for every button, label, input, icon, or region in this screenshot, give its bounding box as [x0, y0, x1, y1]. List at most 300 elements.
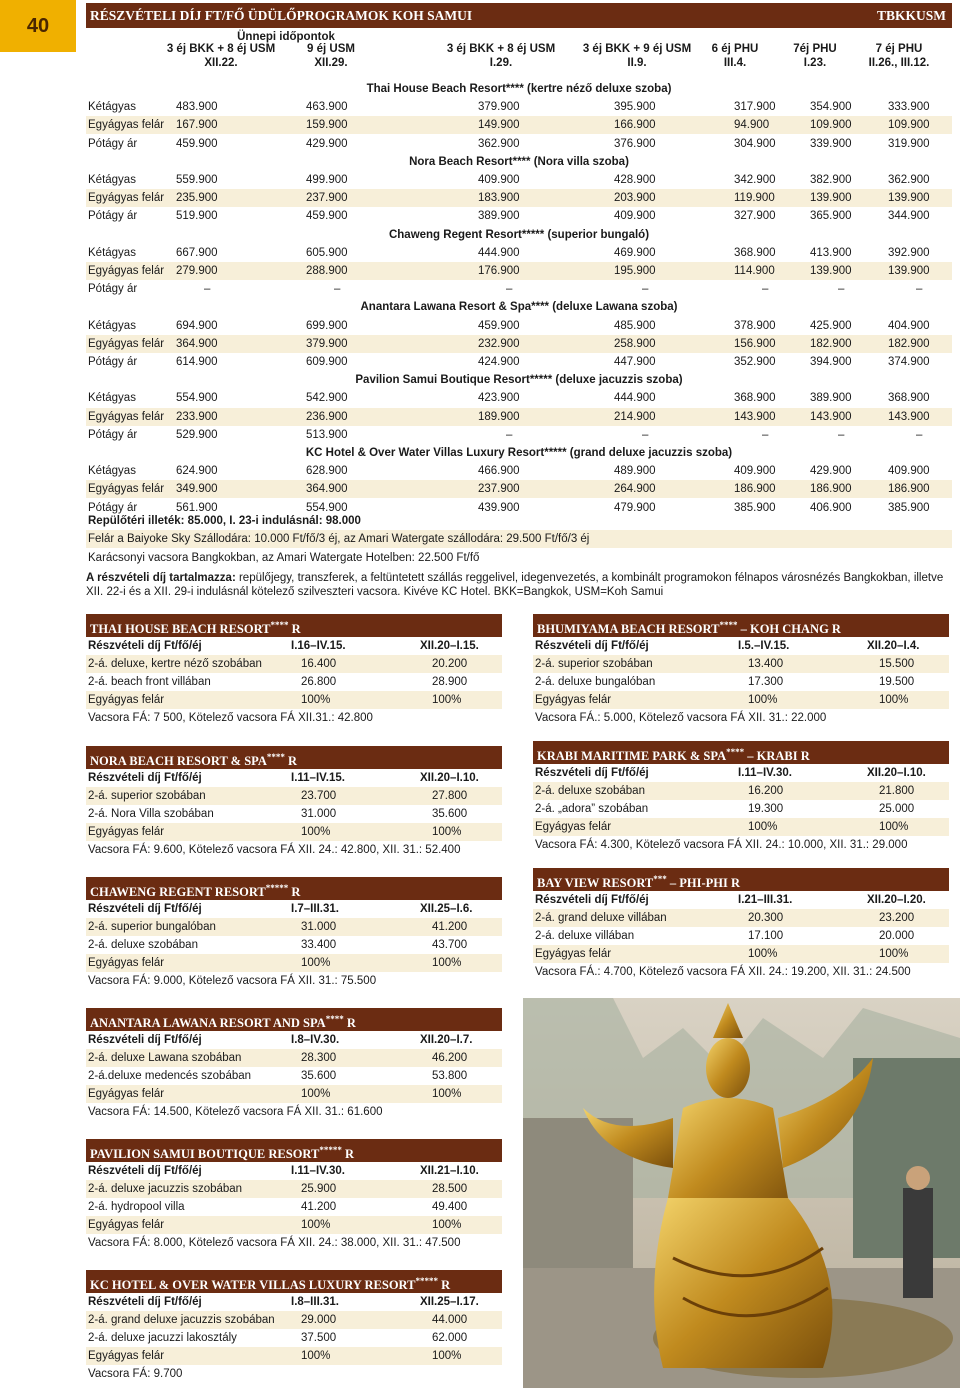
hotel-box [86, 614, 502, 727]
col-3-head: 3 éj BKK + 8 éj USM [446, 43, 556, 55]
hotel-box-footer [86, 841, 502, 859]
price-season-1: 100% [301, 1350, 331, 1362]
price-cell: 203.900 [614, 192, 656, 205]
hotel-box-title [86, 746, 502, 769]
head-label: Részvételi díj Ft/fő/éj [535, 767, 649, 779]
price-cell: 368.900 [734, 392, 776, 405]
price-cell: 559.900 [176, 174, 218, 186]
note-xmas: Karácsonyi vacsora Bangkokban, az Amari Watergate Hotelben: 22.500 Ft/fő [88, 552, 480, 564]
hotel-box-footer [86, 1365, 502, 1383]
table-row [86, 135, 952, 153]
room-type: Egyágyas felár [88, 1088, 165, 1100]
price-cell: 166.900 [614, 119, 656, 132]
hotel-box [86, 1139, 502, 1252]
hotel-box-head [533, 764, 949, 782]
hotel-suffix: – KRABI R [744, 749, 810, 764]
price-cell: 382.900 [810, 174, 852, 186]
head-label: Részvételi díj Ft/fő/éj [88, 1296, 202, 1308]
hotel-stars: **** [266, 752, 285, 762]
hotel-price-row [533, 655, 949, 673]
price-cell: 519.900 [176, 210, 218, 223]
price-cell: 379.900 [306, 337, 348, 350]
price-cell: 114.900 [734, 265, 775, 277]
price-cell: 368.900 [734, 246, 776, 259]
hotel-price-row [86, 1347, 502, 1365]
dinner-note: Vacsora FÁ: 7 500, Kötelező vacsora FÁ XII.31.: 42.800 [88, 712, 373, 724]
row-label: Pótágy ár [88, 501, 138, 514]
hotel-name: THAI HOUSE BEACH RESORT [90, 622, 271, 637]
price-cell: 378.900 [734, 319, 776, 332]
price-cell: 264.900 [614, 483, 656, 496]
included-note: A részvételi díj tartalmazza: repülőjegy, transzferek, a feltüntetett szállás reggelivel, idegenvezetés, a kombinált programokon félnapos városnézés Bangkokban, illetve XII. 22-i és a XII. 29-i indulásnál kötelező szilveszteri vacsora. Kivéve KC Hotel. BKK=Bangkok, USM=Koh Samui [86, 572, 944, 598]
hotel-suffix: R [437, 1278, 451, 1293]
temple-statue-image [523, 998, 960, 1388]
hotel-price-row [533, 909, 949, 927]
room-type: 2-á. superior szobában [535, 658, 653, 670]
section-header [86, 226, 952, 244]
row-label: Kétágyas [88, 246, 136, 259]
price-cell: – [642, 428, 649, 441]
price-season-2: 19.500 [879, 676, 915, 688]
price-cell: 447.900 [614, 356, 656, 368]
hotel-price-row [86, 691, 502, 709]
price-cell: 489.900 [614, 465, 656, 478]
season-2: XII.20–I.20. [867, 894, 926, 906]
price-season-2: 15.500 [879, 658, 915, 670]
hotel-name: ANANTARA LAWANA RESORT AND SPA [90, 1016, 326, 1031]
price-cell: 605.900 [306, 246, 348, 259]
price-cell: 186.900 [888, 483, 930, 496]
price-season-1: 100% [748, 948, 778, 960]
col-6-head: 7éj PHU [793, 43, 837, 55]
row-label: Pótágy ár [88, 210, 138, 223]
table-row [86, 480, 952, 498]
hotel-price-row [86, 1311, 502, 1329]
price-cell: 389.900 [810, 392, 852, 405]
price-cell: 479.900 [614, 501, 656, 514]
price-cell: 167.900 [176, 119, 218, 132]
price-cell: 182.900 [810, 337, 852, 350]
hotel-name: KRABI MARITIME PARK & SPA [537, 749, 727, 764]
hotel-price-row [86, 805, 502, 823]
price-cell: 394.900 [810, 356, 852, 368]
season-1: I.8–IV.30. [291, 1034, 340, 1046]
section-title: Chaweng Regent Resort***** (superior bungaló) [388, 228, 650, 241]
price-season-1: 26.800 [301, 676, 337, 688]
col-2-date: XII.29. [314, 57, 348, 69]
price-cell: 404.900 [888, 319, 930, 332]
price-season-1: 37.500 [301, 1332, 337, 1344]
room-type: 2-á. deluxe jacuzzis szobában [88, 1183, 243, 1195]
hotel-price-row [86, 655, 502, 673]
price-season-2: 43.700 [432, 939, 468, 951]
row-label: Pótágy ár [88, 428, 138, 441]
row-label: Pótágy ár [88, 356, 138, 368]
note-airport: Repülőtéri illeték: 85.000, I. 23-i indulásnál: 98.000 [88, 515, 361, 527]
price-cell: 143.900 [888, 410, 930, 423]
season-1: I.21–III.31. [738, 894, 793, 906]
price-cell: 459.900 [306, 210, 348, 223]
price-cell: 529.900 [176, 428, 218, 441]
price-cell: 143.900 [810, 410, 852, 423]
room-type: 2-á. deluxe jacuzzi lakosztály [88, 1332, 237, 1344]
price-cell: 236.900 [306, 410, 348, 423]
hotel-suffix: – PHI-PHI R [666, 876, 741, 891]
price-cell: – [916, 283, 923, 296]
price-cell: 379.900 [478, 101, 520, 114]
hotel-box-head [86, 1162, 502, 1180]
price-cell: 342.900 [734, 174, 776, 186]
price-cell: 628.900 [306, 465, 348, 478]
price-cell: 258.900 [614, 337, 656, 350]
section-title: Anantara Lawana Resort & Spa**** (deluxe Lawana szoba) [360, 301, 678, 314]
room-type: Egyágyas felár [88, 826, 165, 838]
price-cell: 395.900 [614, 101, 656, 114]
room-type: 2-á. „adora” szobában [535, 803, 649, 815]
hotel-price-row [533, 818, 949, 836]
table-row [86, 207, 952, 225]
col-6-date: I.23. [803, 57, 827, 69]
price-season-1: 41.200 [301, 1201, 337, 1213]
section-title: Thai House Beach Resort**** (kertre néző deluxe szoba) [366, 83, 672, 95]
table-row [86, 116, 952, 134]
room-type: 2-á. deluxe, kertre néző szobában [88, 658, 262, 670]
hotel-box-head [86, 637, 502, 655]
dinner-note: Vacsora FÁ.: 5.000, Kötelező vacsora FÁ XII. 31.: 22.000 [535, 712, 827, 724]
hotel-box-footer [533, 709, 949, 727]
table-row [86, 462, 952, 480]
price-cell: 513.900 [306, 428, 348, 441]
price-cell: 139.900 [810, 192, 852, 205]
room-type: 2-á.deluxe medencés szobában [88, 1070, 252, 1082]
room-type: 2-á. Nora Villa szobában [88, 808, 214, 820]
price-cell: 444.900 [478, 246, 520, 259]
price-cell: 466.900 [478, 465, 520, 478]
room-type: 2-á. superior bungalóban [88, 921, 216, 933]
col-4-date: II.9. [627, 57, 647, 69]
hotel-price-row [86, 1198, 502, 1216]
section-header [86, 80, 952, 98]
price-cell: 424.900 [478, 356, 520, 368]
hotel-box [86, 1270, 502, 1383]
col-5-head: 6 éj PHU [711, 43, 759, 55]
price-cell: – [642, 283, 649, 296]
hotel-name: CHAWENG REGENT RESORT [90, 885, 266, 900]
price-season-1: 100% [301, 694, 331, 706]
head-label: Részvételi díj Ft/fő/éj [535, 894, 649, 906]
room-type: Egyágyas felár [88, 1350, 165, 1362]
price-cell: 667.900 [176, 246, 218, 259]
row-label: Egyágyas felár [88, 119, 165, 132]
head-label: Részvételi díj Ft/fő/éj [88, 640, 202, 652]
price-season-1: 16.400 [301, 658, 337, 670]
price-season-1: 17.100 [748, 930, 784, 942]
price-cell: 159.900 [306, 119, 348, 132]
hotel-price-row [86, 1067, 502, 1085]
price-season-1: 35.600 [301, 1070, 337, 1082]
section-header [86, 371, 952, 389]
holidays-label: Ünnepi időpontok [237, 31, 335, 43]
price-cell: 406.900 [810, 501, 852, 514]
price-cell: 279.900 [176, 265, 218, 277]
dinner-note: Vacsora FÁ: 9.600, Kötelező vacsora FÁ XII. 24.: 42.800, XII. 31.: 52.400 [88, 844, 461, 856]
hotel-box-footer [86, 972, 502, 990]
price-season-2: 28.900 [432, 676, 468, 688]
price-cell: 463.900 [306, 101, 348, 114]
price-season-2: 20.000 [879, 930, 915, 942]
price-season-2: 28.500 [432, 1183, 468, 1195]
head-label: Részvételi díj Ft/fő/éj [535, 640, 649, 652]
price-cell: 339.900 [810, 137, 852, 150]
section-title: Nora Beach Resort**** (Nora villa szoba) [409, 155, 629, 168]
price-season-1: 100% [301, 826, 331, 838]
hotel-box-head [86, 769, 502, 787]
hotel-box [86, 877, 502, 990]
price-cell: 94.900 [734, 119, 770, 132]
hotel-box-head [86, 1293, 502, 1311]
title-text: RÉSZVÉTELI DÍJ FT/FŐ ÜDÜLŐPROGRAMOK KOH SAMUI [90, 7, 473, 23]
season-1: I.11–IV.30. [291, 1165, 345, 1177]
section-header [86, 153, 952, 171]
price-cell: 385.900 [734, 501, 776, 514]
price-cell: 233.900 [176, 410, 218, 423]
row-label: Egyágyas felár [88, 483, 165, 496]
price-cell: 409.900 [888, 465, 930, 478]
hotel-box [86, 1008, 502, 1121]
hotel-stars: **** [726, 747, 745, 757]
table-row [86, 189, 952, 207]
price-cell: 469.900 [614, 246, 656, 259]
price-cell: 214.900 [614, 410, 656, 423]
hotel-stars: *** [653, 874, 667, 884]
hotel-price-row [533, 673, 949, 691]
price-season-2: 100% [879, 694, 909, 706]
hotel-price-row [533, 927, 949, 945]
dinner-note: Vacsora FÁ: 4.300, Kötelező vacsora FÁ XII. 24.: 10.000, XII. 31.: 29.000 [535, 839, 908, 851]
price-cell: 349.900 [176, 483, 218, 496]
price-cell: 425.900 [810, 319, 852, 332]
price-cell: – [506, 428, 513, 441]
price-cell: – [838, 283, 845, 296]
hotel-price-row [86, 1216, 502, 1234]
price-season-1: 100% [748, 694, 778, 706]
row-label: Kétágyas [88, 465, 136, 478]
table-row [86, 262, 952, 280]
price-cell: 237.900 [478, 483, 520, 496]
hotel-name: NORA BEACH RESORT & SPA [90, 754, 267, 769]
hotel-stars: **** [325, 1014, 344, 1024]
season-2: XII.20–I.4. [867, 640, 920, 652]
room-type: Egyágyas felár [88, 694, 165, 706]
price-cell: 183.900 [478, 192, 520, 205]
price-cell: – [916, 428, 923, 441]
head-label: Részvételi díj Ft/fő/éj [88, 903, 202, 915]
room-type: 2-á. grand deluxe jacuzzis szobában [88, 1314, 275, 1326]
row-label: Kétágyas [88, 101, 136, 114]
price-season-2: 44.000 [432, 1314, 468, 1326]
price-cell: 365.900 [810, 210, 852, 223]
hotel-box-footer [533, 963, 949, 981]
price-cell: 429.900 [306, 137, 348, 150]
price-cell: 499.900 [306, 174, 348, 186]
hotel-box-title [86, 1008, 502, 1031]
room-type: Egyágyas felár [88, 1219, 165, 1231]
season-1: I.16–IV.15. [291, 640, 346, 652]
price-season-2: 100% [879, 948, 909, 960]
hotel-box-title [86, 1270, 502, 1293]
price-season-2: 62.000 [432, 1332, 468, 1344]
price-cell: 485.900 [614, 319, 656, 332]
price-season-2: 41.200 [432, 921, 468, 933]
room-type: 2-á. superior szobában [88, 790, 206, 802]
hotel-box [533, 614, 949, 727]
price-season-2: 100% [879, 821, 909, 833]
col-3-date: I.29. [489, 57, 513, 69]
price-cell: 304.900 [734, 137, 776, 150]
price-cell: 327.900 [734, 210, 776, 223]
price-season-2: 46.200 [432, 1052, 468, 1064]
price-cell: 143.900 [734, 410, 776, 423]
hotel-box-title [533, 868, 949, 891]
hotel-box-footer [86, 709, 502, 727]
page-number: 40 [0, 0, 76, 52]
price-season-2: 100% [432, 826, 462, 838]
hotel-box [533, 868, 949, 981]
table-header [86, 30, 952, 78]
hotel-name: PAVILION SAMUI BOUTIQUE RESORT [90, 1147, 320, 1162]
price-season-2: 23.200 [879, 912, 915, 924]
room-type: 2-á. hydropool villa [88, 1201, 185, 1213]
price-cell: 429.900 [810, 465, 852, 478]
season-2: XII.20–I.10. [420, 772, 479, 784]
season-2: XII.21–I.10. [420, 1165, 479, 1177]
price-cell: 235.900 [176, 192, 218, 205]
hotel-price-row [86, 787, 502, 805]
price-season-2: 100% [432, 694, 462, 706]
room-type: 2-á. deluxe villában [535, 930, 635, 942]
price-cell: 319.900 [888, 137, 930, 150]
season-2: XII.20–I.7. [420, 1034, 473, 1046]
price-season-1: 100% [748, 821, 778, 833]
price-season-2: 100% [432, 1350, 462, 1362]
hotel-price-row [86, 823, 502, 841]
dinner-note: Vacsora FÁ: 14.500, Kötelező vacsora FÁ XII. 31.: 61.600 [88, 1106, 383, 1118]
price-cell: 609.900 [306, 356, 348, 368]
price-cell: 362.900 [478, 137, 520, 150]
price-cell: 149.900 [478, 119, 520, 132]
price-cell: 237.900 [306, 192, 348, 205]
price-season-1: 17.300 [748, 676, 784, 688]
price-cell: 444.900 [614, 392, 656, 405]
hotel-box-head [533, 637, 949, 655]
price-season-1: 25.900 [301, 1183, 337, 1195]
table-row [86, 426, 952, 444]
price-season-1: 29.000 [301, 1314, 337, 1326]
price-cell: 542.900 [306, 392, 348, 405]
price-season-2: 35.600 [432, 808, 468, 820]
price-cell: 139.900 [888, 192, 930, 205]
room-type: 2-á. grand deluxe villában [535, 912, 667, 924]
price-season-1: 100% [301, 1088, 331, 1100]
price-season-2: 100% [432, 1219, 462, 1231]
hotel-box-footer [533, 836, 949, 854]
price-cell: 459.900 [478, 319, 520, 332]
price-season-1: 31.000 [301, 921, 337, 933]
price-cell: 554.900 [176, 392, 218, 405]
section-header [86, 444, 952, 462]
hotel-price-row [533, 691, 949, 709]
price-cell: 409.900 [734, 465, 776, 478]
price-cell: 352.900 [734, 356, 776, 368]
table-row [86, 244, 952, 262]
hotel-price-row [86, 1085, 502, 1103]
hotel-stars: ***** [319, 1145, 342, 1155]
price-cell: 109.900 [810, 119, 852, 132]
section-title: Pavilion Samui Boutique Resort***** (deluxe jacuzzis szoba) [355, 374, 683, 387]
dinner-note: Vacsora FÁ.: 4.700, Kötelező vacsora FÁ XII. 24.: 19.200, XII. 31.: 24.500 [535, 966, 911, 978]
room-type: 2-á. deluxe bungalóban [535, 676, 656, 688]
room-type: 2-á. deluxe szobában [535, 785, 645, 797]
hotel-suffix: R [284, 754, 298, 769]
price-cell: 333.900 [888, 101, 930, 114]
price-cell: 389.900 [478, 210, 520, 223]
price-cell: 413.900 [810, 246, 852, 259]
hotel-suffix: – KOH CHANG R [737, 622, 841, 637]
dinner-note: Vacsora FÁ: 8.000, Kötelező vacsora FÁ XII. 24.: 38.000, XII. 31.: 47.500 [88, 1237, 461, 1249]
price-cell: 139.900 [888, 265, 930, 277]
hotel-price-row [86, 1329, 502, 1347]
row-label: Pótágy ár [88, 137, 138, 150]
price-cell: 699.900 [306, 319, 348, 332]
price-cell: – [762, 428, 769, 441]
room-type: 2-á. deluxe Lawana szobában [88, 1052, 242, 1064]
hotel-box-title [533, 741, 949, 764]
main-table-title [86, 3, 952, 28]
section-title: KC Hotel & Over Water Villas Luxury Resort***** (grand deluxe jacuzzis szoba) [305, 447, 733, 459]
row-label: Egyágyas felár [88, 192, 165, 205]
price-cell: – [762, 283, 769, 296]
table-row [86, 353, 952, 371]
price-cell: 368.900 [888, 392, 930, 405]
table-row [86, 408, 952, 426]
price-season-2: 49.400 [432, 1201, 468, 1213]
table-row [86, 335, 952, 353]
price-season-1: 13.400 [748, 658, 784, 670]
price-cell: 232.900 [478, 337, 520, 350]
price-season-2: 21.800 [879, 785, 915, 797]
hotel-price-row [86, 918, 502, 936]
price-cell: 288.900 [306, 265, 348, 277]
temple-statue-photo [523, 998, 960, 1388]
table-row [86, 98, 952, 116]
hotel-box-title [86, 614, 502, 637]
room-type: 2-á. deluxe szobában [88, 939, 198, 951]
price-cell: 195.900 [614, 265, 656, 277]
price-season-1: 19.300 [748, 803, 784, 815]
section-header [86, 298, 952, 316]
hotel-price-row [533, 782, 949, 800]
head-label: Részvételi díj Ft/fő/éj [88, 772, 202, 784]
col-2-head: 9 éj USM [307, 43, 355, 55]
season-2: XII.20–I.15. [420, 640, 479, 652]
hotel-price-row [533, 800, 949, 818]
price-cell: 176.900 [478, 265, 520, 277]
col-4-head: 3 éj BKK + 9 éj USM [582, 43, 692, 55]
price-cell: 354.900 [810, 101, 852, 114]
price-cell: 317.900 [734, 101, 776, 114]
head-label: Részvételi díj Ft/fő/éj [88, 1165, 202, 1177]
hotel-price-row [86, 1049, 502, 1067]
